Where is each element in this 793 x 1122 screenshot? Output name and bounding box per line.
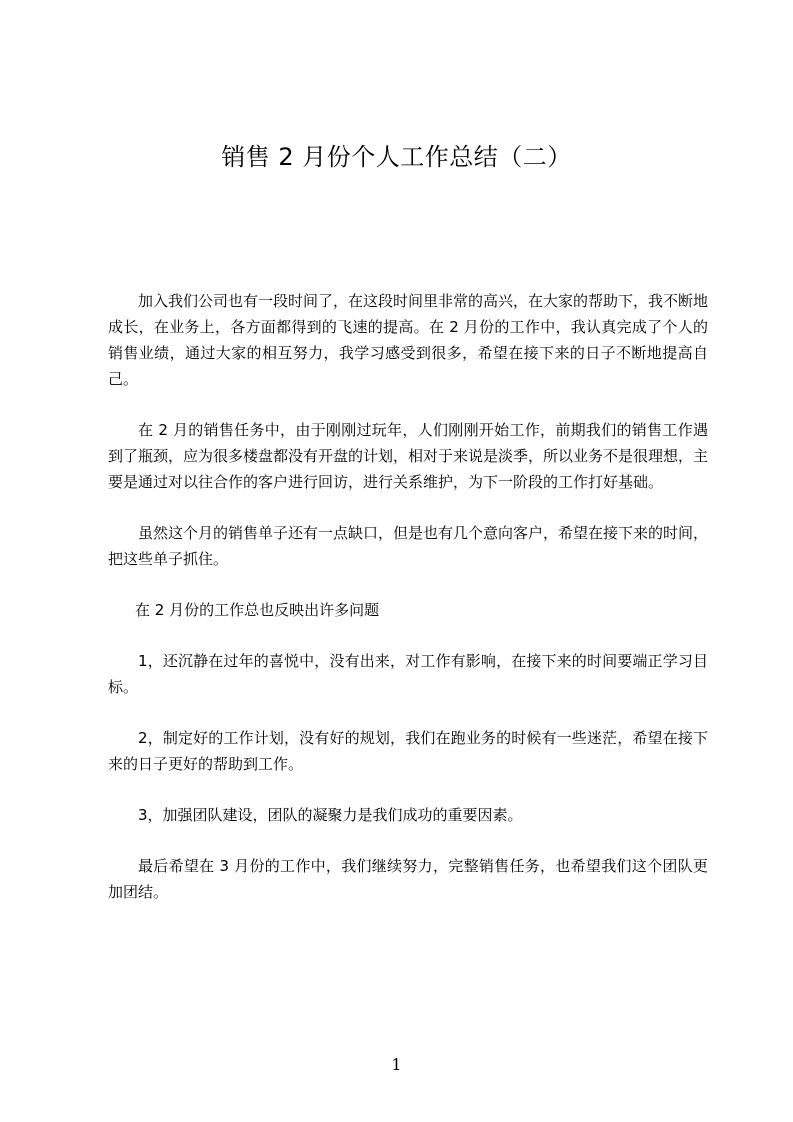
- paragraph-conclusion: 最后希望在 3 月份的工作中，我们继续努力，完整销售任务，也希望我们这个团队更加团结。: [108, 857, 708, 901]
- paragraph-problem-1: 1，还沉静在过年的喜悦中，没有出来，对工作有影响，在接下来的时间要端正学习目标。: [108, 652, 708, 696]
- page-number: 1: [391, 1055, 402, 1074]
- paragraph-problems-heading: 在 2 月份的工作总也反映出许多问题: [135, 601, 380, 619]
- paragraph-problem-3: 3，加强团队建设，团队的凝聚力是我们成功的重要因素。: [138, 806, 523, 824]
- paragraph-february-sales: 在 2 月的销售任务中，由于刚刚过玩年，人们刚刚开始工作，前期我们的销售工作遇到了瓶颈，应为很多楼盘都没有开盘的计划，相对于来说是淡季，所以业务不是很理想，主要是通过对以往合作的客户进行回访，进行关系维护，为下一阶段的工作打好基础。: [108, 421, 709, 491]
- paragraph-problem-2: 2，制定好的工作计划，没有好的规划，我们在跑业务的时候有一些迷茫，希望在接下来的日子更好的帮助到工作。: [108, 729, 708, 773]
- document-body: [108, 288, 708, 930]
- paragraph-prospects: 虽然这个月的销售单子还有一点缺口，但是也有几个意向客户，希望在接下来的时间，把这些单子抓住。: [108, 524, 709, 568]
- paragraph-intro: 加入我们公司也有一段时间了，在这段时间里非常的高兴，在大家的帮助下，我不断地成长，在业务上，各方面都得到的飞速的提高。在 2 月份的工作中，我认真完成了个人的销售业绩，通过大家的相互努力，我学习感受到很多，希望在接下来的日子不断地提高自己。: [108, 292, 709, 388]
- document-title: 销售 2 月份个人工作总结（二）: [221, 143, 572, 171]
